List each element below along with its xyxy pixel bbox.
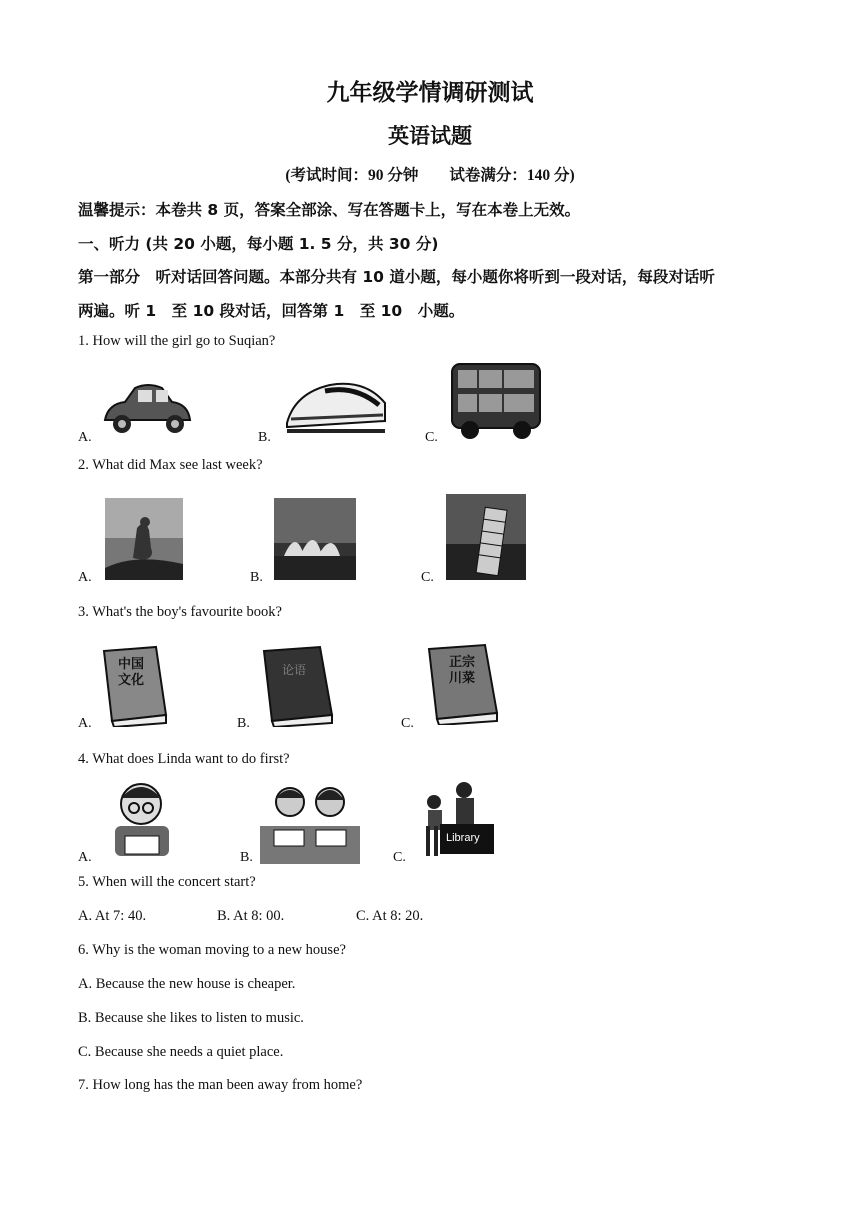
kids-studying-icon <box>260 780 360 864</box>
q3-option-c-label: C. <box>401 716 414 731</box>
question-3: 3. What's the boy's favourite book? <box>78 604 282 620</box>
notice: 温馨提示：本卷共 8 页，答案全部涂、写在答题卡上，写在本卷上无效。 <box>78 201 581 219</box>
bus-icon <box>448 360 545 442</box>
book-icon <box>425 643 501 725</box>
book-title: 论语 <box>282 663 307 677</box>
book-icon <box>260 645 336 727</box>
car-icon <box>100 380 195 440</box>
library-icon <box>420 780 494 862</box>
opera-house-icon <box>274 498 356 580</box>
boy-reading-icon <box>103 778 181 862</box>
exam-subtitle: 英语试题 <box>388 124 472 148</box>
q6-option-a: A. Because the new house is cheaper. <box>78 976 296 992</box>
book-title: 中国 文化 <box>118 657 145 688</box>
q1-option-c-label: C. <box>425 430 438 445</box>
exam-info: (考试时间：90 分钟 试卷满分：140 分) <box>285 167 575 184</box>
q1-option-a-label: A. <box>78 430 92 445</box>
train-icon <box>285 375 387 440</box>
q6-option-b: B. Because she likes to listen to music. <box>78 1010 304 1026</box>
leaning-tower-icon <box>446 494 526 580</box>
book-icon <box>100 645 170 727</box>
q5-option-a: A. At 7: 40. <box>78 908 147 924</box>
question-2: 2. What did Max see last week? <box>78 457 263 473</box>
q4-option-c-label: C. <box>393 850 406 865</box>
part1-instructions-line2: 两遍。听 1 至 10 段对话，回答第 1 至 10 小题。 <box>78 302 465 320</box>
question-4: 4. What does Linda want to do first? <box>78 751 290 767</box>
question-7: 7. How long has the man been away from home? <box>78 1077 363 1093</box>
part1-instructions-line1: 第一部分 听对话回答问题。本部分共有 10 道小题，每小题你将听到一段对话，每段对话听 <box>78 268 715 286</box>
q2-option-a-label: A. <box>78 570 92 585</box>
q1-option-b-label: B. <box>258 430 271 445</box>
book-title: 正宗 川菜 <box>449 655 476 686</box>
question-5: 5. When will the concert start? <box>78 874 256 890</box>
q5-option-b: B. At 8: 00. <box>217 908 285 924</box>
q5-option-c: C. At 8: 20. <box>356 908 424 924</box>
q2-option-b-label: B. <box>250 570 263 585</box>
q3-option-b-label: B. <box>237 716 250 731</box>
q3-option-a-label: A. <box>78 716 92 731</box>
question-1: 1. How will the girl go to Suqian? <box>78 333 276 349</box>
q4-option-a-label: A. <box>78 850 92 865</box>
section-heading: 一、听力 (共 20 小题，每小题 1. 5 分，共 30 分) <box>78 235 439 253</box>
q4-option-b-label: B. <box>240 850 253 865</box>
question-6: 6. Why is the woman moving to a new house? <box>78 942 346 958</box>
library-sign: Library <box>446 832 480 844</box>
mermaid-statue-icon <box>105 498 183 580</box>
exam-title: 九年级学情调研测试 <box>326 80 534 106</box>
q2-option-c-label: C. <box>421 570 434 585</box>
q6-option-c: C. Because she needs a quiet place. <box>78 1044 284 1060</box>
